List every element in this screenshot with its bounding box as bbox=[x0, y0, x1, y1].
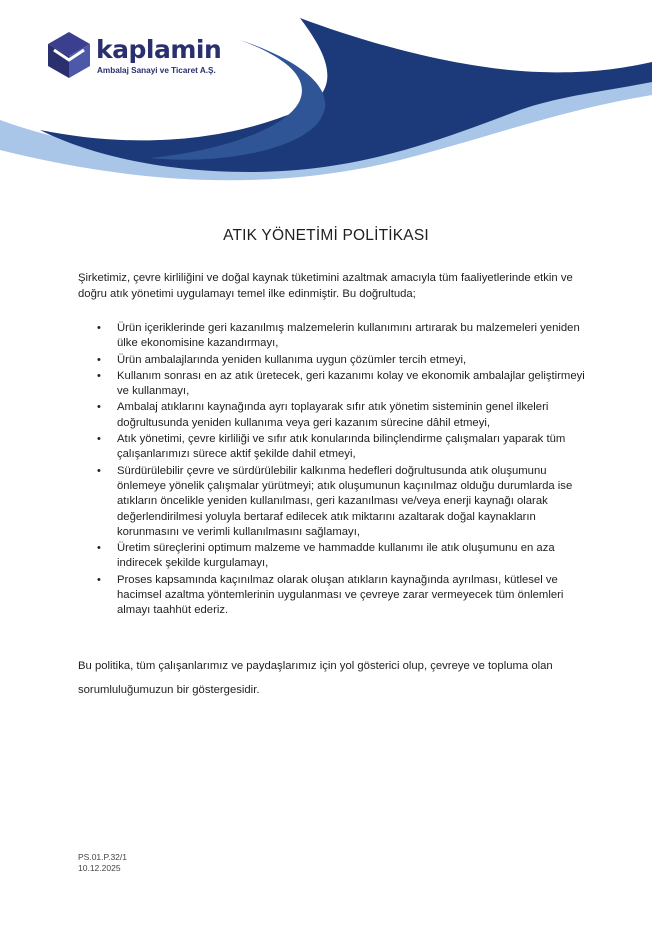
logo-cube-icon bbox=[46, 30, 92, 80]
list-item bbox=[78, 573, 598, 619]
document-code: PS.01.P.32/1 bbox=[78, 852, 127, 862]
list-item bbox=[78, 369, 598, 400]
list-item-text: Ürün ambalajlarında yeniden kullanıma uygun çözümler tercih etmeyi, bbox=[117, 353, 467, 366]
page-title: ATIK YÖNETİMİ POLİTİKASI bbox=[223, 227, 429, 244]
list-item bbox=[78, 353, 598, 368]
closing-paragraph: Bu politika, tüm çalışanlarımız ve paydaşlarımız için yol gösterici olup, çevreye ve topluma olan sorumluluğumuzun bir göstergesidir. bbox=[78, 660, 553, 696]
document-date: 10.12.2025 bbox=[78, 863, 121, 873]
header-wave-decoration bbox=[0, 0, 652, 190]
bullet-icon: • bbox=[97, 542, 101, 555]
document-reference bbox=[78, 852, 127, 874]
bullet-icon: • bbox=[97, 433, 101, 446]
list-item-text: Ürün içeriklerinde geri kazanılmış malzemelerin kullanımını artırarak bu malzemeleri yeniden ülke ekonomisine kazandırmayı, bbox=[117, 322, 580, 350]
bullet-icon: • bbox=[97, 369, 101, 382]
logo-subtitle: Ambalaj Sanayi ve Ticaret A.Ş. bbox=[97, 66, 216, 75]
list-item-text: Atık yönetimi, çevre kirliliği ve sıfır atık konularında bilinçlendirme çalışmaları yaparak tüm çalışanlarımızı sürece aktif şekilde dahil etmeyi, bbox=[117, 433, 566, 461]
policy-list bbox=[78, 321, 598, 620]
bullet-icon: • bbox=[97, 464, 101, 477]
bullet-icon: • bbox=[97, 353, 101, 366]
list-item-text: Kullanım sonrası en az atık üretecek, geri kazanımı kolay ve ekonomik ambalajlar geliştirmeyi ve kullanmayı, bbox=[117, 369, 585, 398]
logo-wordmark: kaplamin bbox=[96, 35, 222, 64]
list-item-text: Ambalaj atıklarını kaynağında ayrı toplayarak sıfır atık yönetim sisteminin genel ilkeleri doğrultusunda yeniden kullanıma veya geri kazanım sürecine dâhil etmeyi, bbox=[117, 401, 549, 429]
bullet-icon: • bbox=[97, 573, 101, 586]
list-item bbox=[78, 541, 598, 572]
list-item bbox=[78, 321, 598, 352]
list-item bbox=[78, 464, 598, 540]
intro-paragraph: Şirketimiz, çevre kirliliğini ve doğal kaynak tüketimini azaltmak amacıyla tüm faaliyetlerinde etkin ve doğru atık yönetimi uygulamayı temel ilke edinmiştir. Bu doğrultuda; bbox=[78, 272, 573, 300]
bullet-icon: • bbox=[97, 322, 101, 334]
list-item bbox=[78, 432, 598, 463]
list-item bbox=[78, 400, 598, 431]
list-item-text: Sürdürülebilir çevre ve sürdürülebilir kalkınma hedefleri doğrultusunda atık oluşumunu önlemeye yönelik çalışmalar yürütmeyi; atık oluşumunun kaçınılmaz olduğu durumlarda ise atıkların öncelikle yeniden kullanılması, geri kazanılması ve/veya enerji kaynağı olarak değerlendirilmesi yoluyla bertaraf edilecek atık miktarını azaltarak doğal kaynakların korunmasını ve verimli kullanılmasını sağlamayı, bbox=[117, 464, 573, 538]
bullet-icon: • bbox=[97, 401, 101, 414]
list-item-text: Proses kapsamında kaçınılmaz olarak oluşan atıkların kaynağında ayrılması, kütlesel ve hacimsel azaltma yöntemlerinin uygulanması ve çevreye zarar vermeyecek tüm önlemleri almayı taahhüt ederiz. bbox=[117, 573, 564, 617]
list-item-text: Üretim süreçlerini optimum malzeme ve hammadde kullanımı ile atık oluşumunu en aza indirecek şekilde kurgulamayı, bbox=[117, 542, 555, 570]
